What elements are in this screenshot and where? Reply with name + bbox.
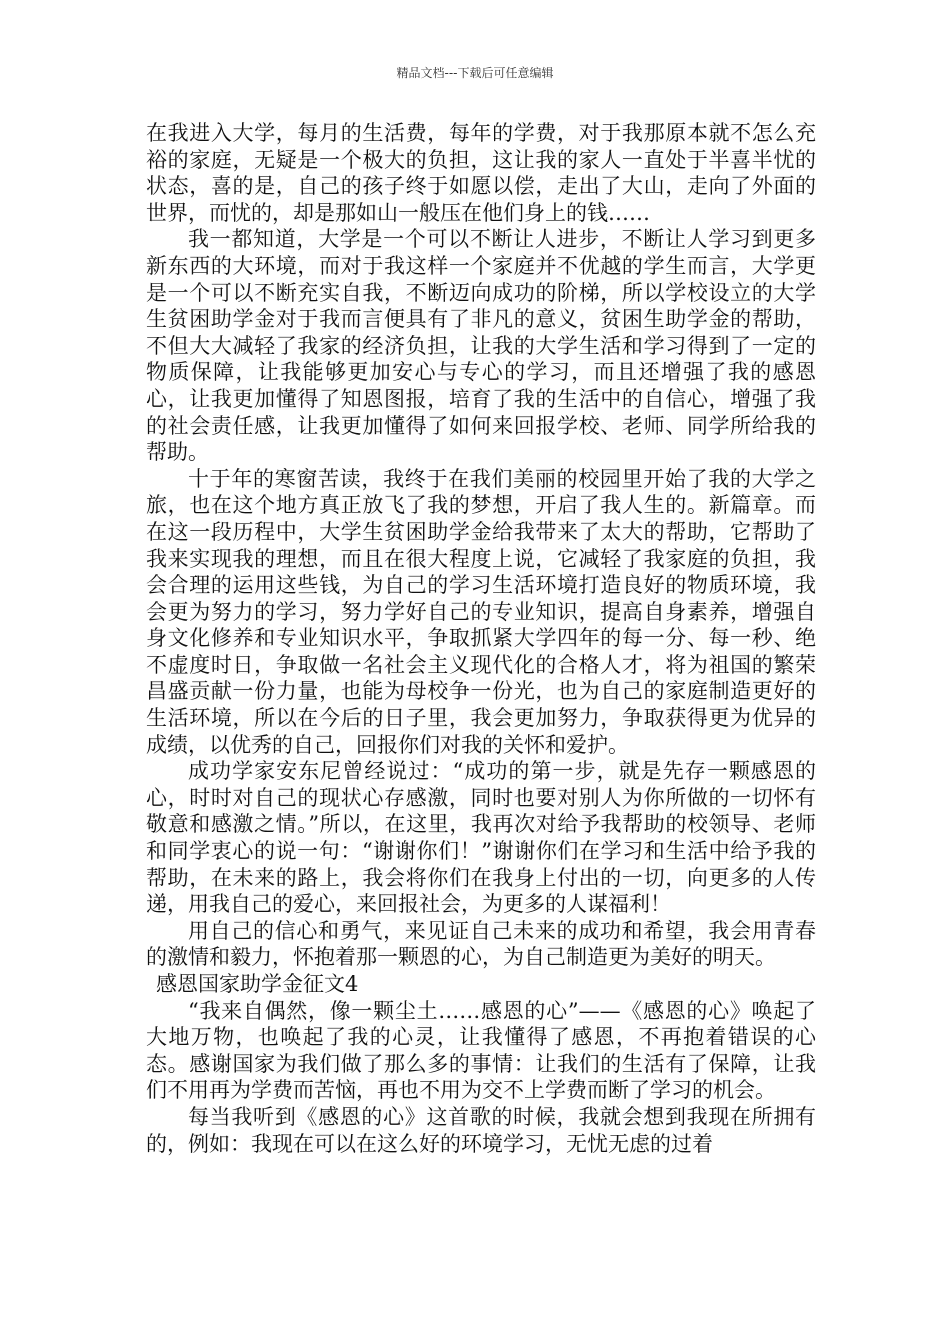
paragraph: “我来自偶然，像一颗尘土……感恩的心”——《感恩的心》唤起了大地万物，也唤起了我的心灵，让我懂得了感恩，不再抱着错误的心态。感谢国家为我们做了那么多的事情：让我们的生活有了保障，让我们不用再为学费而苦恼，再也不用为交不上学费而断了学习的机会。 <box>146 998 816 1103</box>
paragraph: 在我进入大学，每月的生活费，每年的学费，对于我那原本就不怎么充裕的家庭，无疑是一个极大的负担，这让我的家人一直处于半喜半忧的状态，喜的是，自己的孩子终于如愿以偿，走出了大山，走向了外面的世界，而忧的，却是那如山一般压在他们身上的钱…… <box>146 121 816 225</box>
document-body <box>146 120 816 1157</box>
paragraph: 成功学家安东尼曾经说过：“成功的第一步，就是先存一颗感恩的心，时时对自己的现状心存感激，同时也要对别人为你所做的一切怀有敬意和感激之情。”所以，在这里，我再次对给予我帮助的校领导、老师和同学衷心的说一句：“谢谢你们！”谢谢你们在学习和生活中给予我的帮助，在未来的路上，我会将你们在我身上付出的一切，向更多的人传递，用我自己的爱心，来回报社会，为更多的人谋福利！ <box>146 759 816 917</box>
paragraph: 每当我听到《感恩的心》这首歌的时候，我就会想到我现在所拥有的，例如：我现在可以在这么好的环境学习，无忧无虑的过着 <box>146 1104 816 1156</box>
paragraph: 用自己的信心和勇气，来见证自己未来的成功和希望，我会用青春的激情和毅力，怀抱着那一颗恩的心，为自己制造更为美好的明天。 <box>146 918 816 970</box>
paragraph: 十于年的寒窗苦读，我终于在我们美丽的校园里开始了我的大学之旅，也在这个地方真正放飞了我的梦想，开启了我人生的。新篇章。而在这一段历程中，大学生贫困助学金给我带来了太大的帮助，它帮助了我来实现我的理想，而且在很大程度上说，它减轻了我家庭的负担，我会合理的运用这些钱，为自己的学习生活环境打造良好的物质环境，我会更为努力的学习，努力学好自己的专业知识，提高自身素养，增强自身文化修养和专业知识水平，争取抓紧大学四年的每一分、每一秒、绝不虚度时日，争取做一名社会主义现代化的合格人才，将为祖国的繁荣昌盛贡献一份力量，也能为母校争一份光，也为自己的家庭制造更好的生活环境，所以在今后的日子里，我会更加努力，争取获得更为优异的成绩，以优秀的自己，回报你们对我的关怀和爱护。 <box>146 466 816 757</box>
page-header: 精品文档---下载后可任意编辑 <box>396 66 554 80</box>
section-heading: 感恩国家助学金征文4 <box>156 972 359 996</box>
paragraph: 我一都知道，大学是一个可以不断让人进步，不断让人学习到更多新东西的大环境，而对于我这样一个家庭并不优越的学生而言，大学更是一个可以不断充实自我，不断迈向成功的阶梯，所以学校设立的大学生贫困助学金对于我而言便具有了非凡的意义，贫困生助学金的帮助，不但大大减轻了我家的经济负担，让我的大学生活和学习得到了一定的物质保障，让我能够更加安心与专心的学习，而且还增强了我的感恩心，让我更加懂得了知恩图报，培育了我的生活中的自信心，增强了我的社会责任感，让我更加懂得了如何来回报学校、老师、同学所给我的帮助。 <box>146 227 816 465</box>
